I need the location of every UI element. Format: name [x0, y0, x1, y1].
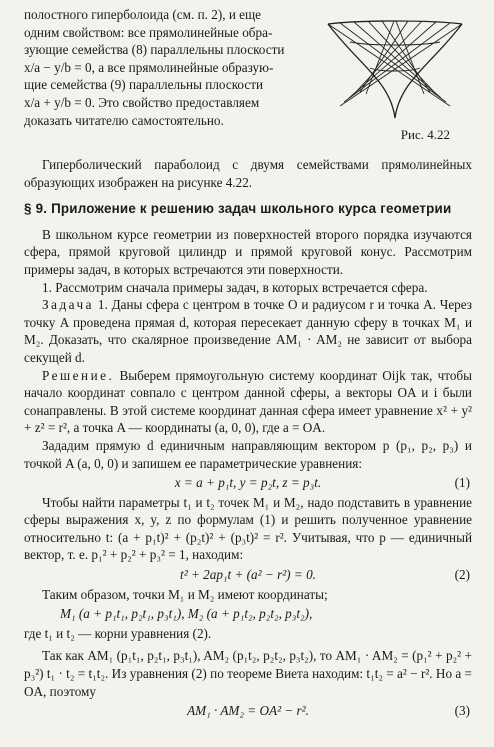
solution-label: Решение.: [42, 367, 115, 383]
task-label: Задача: [42, 297, 94, 313]
equation-number: (1): [454, 475, 470, 491]
text-line: одним свойством: все прямолинейные обра-: [24, 24, 273, 40]
text-line: x/a + y/b = 0. Это свойство предоставляем: [24, 94, 260, 110]
paragraph: Гиперболический параболоид с двумя семействами прямолинейных образующих изображен на рисунке 4.22.: [24, 157, 472, 190]
text-line: полостного гиперболоида (см. п. 2), и еще: [24, 7, 262, 22]
equation-2: [24, 566, 472, 584]
equation-body: x = a + p₁t, y = p₂t, z = p₃t.: [174, 475, 322, 491]
paragraph: Чтобы найти параметры t₁ и t₂ точек M₁ и M₂, надо подставить в уравнение сферы выражения x, y, z по формулам (1) и решить полученное уравнение относительно t: (a + p₁t)² + (p₂t)² + (p₃t)² = r². Учитывая, что p — единичный вектор, т. е. p₁² + p₂² + p₃² = 1, находим:: [24, 494, 472, 563]
equation-number: (2): [454, 567, 470, 583]
top-text: [24, 6, 324, 129]
equation-body: M₁ (a + p₁t₁, p₂t₁, p₃t₁), M₂ (a + p₁t₂, p₂t₂, p₃t₂),: [60, 606, 313, 622]
section-heading: [24, 200, 472, 218]
text-line: x/a − y/b = 0, а все прямолинейные образую-: [24, 59, 274, 75]
figure-caption: Рис. 4.22: [400, 127, 450, 142]
equation-3: [24, 702, 472, 720]
hyperbolic-paraboloid-figure: [320, 6, 470, 146]
solution-text: Выберем прямоугольную систему координат Oijk так, чтобы начало координат совпало с центром данной сферы, а векторы OA и i были сонаправлены. В этой системе координат данная сфера имеет уравнение x² + y² + z² = r², а точка A — координаты (a, 0, 0), где a = OA.: [24, 367, 473, 436]
task-text: 1. Даны сфера с центром в точке O и радиусом r и точка A. Через точку A проведена прямая d, которая пересекает данную сферу в точках M₁ и M₂. Доказать, что скалярное произведение AM₁ · AM₂ не зависит от выбора секущей d.: [24, 297, 472, 365]
text-line: зующие семейства (8) параллельны плоскости: [24, 42, 285, 58]
text-line: щие семейства (9) параллельны плоскости: [24, 77, 264, 93]
paragraph: В школьном курсе геометрии из поверхностей второго порядка изучаются сфера, прямой круговой цилиндр и прямой круговой конус. Рассмотрим примеры задач, в которых встречаются эти поверхности.: [24, 226, 472, 277]
top-block: [24, 6, 472, 156]
text-line: доказать читателю самостоятельно.: [24, 112, 224, 128]
equation-body: t² + 2ap₁t + (a² − r²) = 0.: [180, 567, 316, 583]
paragraph: Таким образом, точки M₁ и M₂ имеют координаты;: [42, 586, 328, 602]
coordinates-formula: [24, 605, 472, 623]
paragraph: 1. Рассмотрим сначала примеры задач, в которых встречается сфера.: [42, 279, 428, 295]
equation-number: (3): [454, 703, 470, 719]
equation-body: AM₁ · AM₂ = OA² − r².: [187, 703, 309, 719]
paragraph: Зададим прямую d единичным направляющим вектором p (p₁, p₂, p₃) и точкой A (a, 0, 0) и запишем ее параметрические уравнения:: [24, 437, 472, 471]
section-number: § 9.: [24, 201, 48, 217]
paragraph: где t₁ и t₂ — корни уравнения (2).: [24, 625, 212, 641]
section-title: Приложение к решению задач школьного курса геометрии: [51, 201, 452, 217]
paragraph: Так как AM₁ (p₁t₁, p₂t₁, p₃t₁), AM₂ (p₁t₂, p₂t₂, p₃t₂), то AM₁ · AM₂ = (p₁² + p₂² + p₃²) t₁ · t₂ = t₁t₂. Из уравнения (2) по теореме Виета находим: t₁t₂ = a² − r². Но a = OA, поэтому: [24, 648, 472, 699]
solution-paragraph: [24, 367, 472, 437]
task-paragraph: [24, 296, 472, 366]
equation-1: [24, 474, 472, 492]
